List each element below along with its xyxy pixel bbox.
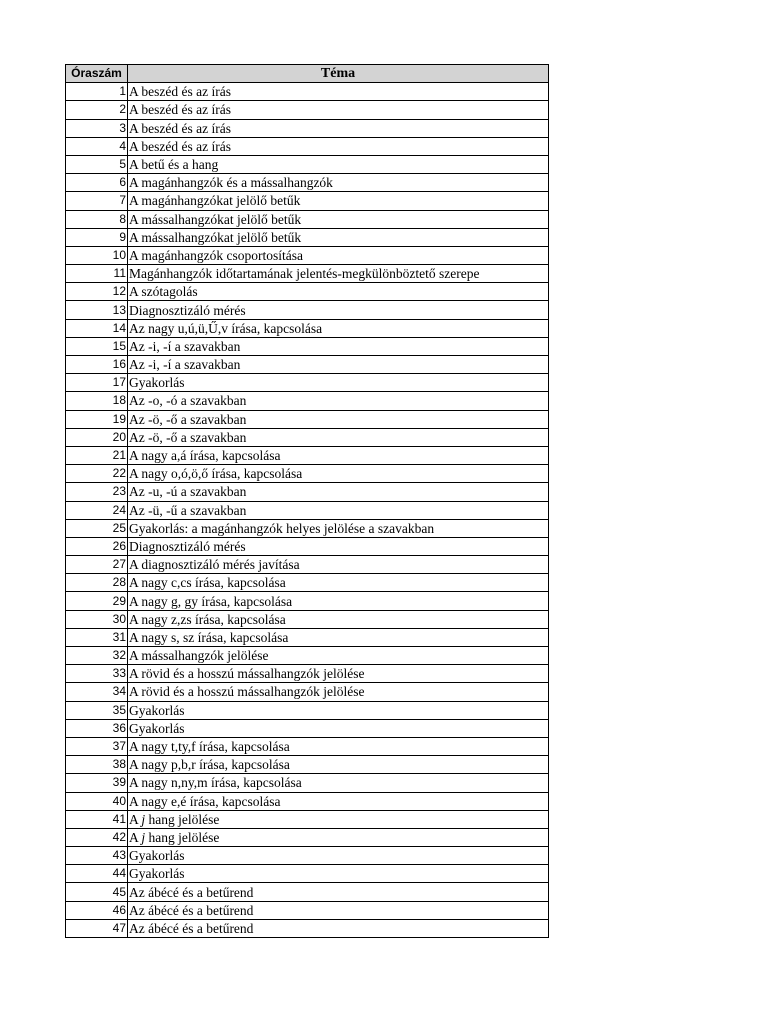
topic-cell: Az ábécé és a betűrend <box>128 883 549 901</box>
lesson-number-cell: 1 <box>66 83 128 101</box>
table-row <box>66 374 549 392</box>
table-row <box>66 610 549 628</box>
table-row <box>66 483 549 501</box>
topic-cell: A betű és a hang <box>128 155 549 173</box>
topic-cell: A magánhangzók csoportosítása <box>128 246 549 264</box>
table-row <box>66 901 549 919</box>
table-row <box>66 137 549 155</box>
topic-cell: A diagnosztizáló mérés javítása <box>128 556 549 574</box>
topic-cell: Gyakorlás <box>128 701 549 719</box>
topic-cell: Az -i, -í a szavakban <box>128 356 549 374</box>
topic-cell: A j hang jelölése <box>128 828 549 846</box>
table-row <box>66 737 549 755</box>
topic-cell: A beszéd és az írás <box>128 101 549 119</box>
topic-cell: A mássalhangzókat jelölő betűk <box>128 228 549 246</box>
table-row <box>66 774 549 792</box>
table-row <box>66 628 549 646</box>
lesson-number-cell: 6 <box>66 174 128 192</box>
table-row <box>66 337 549 355</box>
topic-cell: A j hang jelölése <box>128 810 549 828</box>
lesson-number-cell: 36 <box>66 719 128 737</box>
lesson-number-cell: 37 <box>66 737 128 755</box>
table-row <box>66 519 549 537</box>
topic-cell: A szótagolás <box>128 283 549 301</box>
lesson-number-cell: 30 <box>66 610 128 628</box>
table-row <box>66 192 549 210</box>
lesson-number-cell: 19 <box>66 410 128 428</box>
table-row <box>66 301 549 319</box>
lesson-number-cell: 41 <box>66 810 128 828</box>
topic-cell: Diagnosztizáló mérés <box>128 301 549 319</box>
topic-cell: Az -o, -ó a szavakban <box>128 392 549 410</box>
table-row <box>66 847 549 865</box>
topic-cell: Az ábécé és a betűrend <box>128 901 549 919</box>
lesson-number-cell: 46 <box>66 901 128 919</box>
table-row <box>66 210 549 228</box>
lesson-number-cell: 27 <box>66 556 128 574</box>
table-row <box>66 665 549 683</box>
table-body <box>66 83 549 938</box>
lesson-number-cell: 32 <box>66 647 128 665</box>
lesson-number-cell: 24 <box>66 501 128 519</box>
lesson-number-cell: 44 <box>66 865 128 883</box>
topic-cell: Az nagy u,ú,ü,Ű,v írása, kapcsolása <box>128 319 549 337</box>
topic-cell: Gyakorlás: a magánhangzók helyes jelölése a szavakban <box>128 519 549 537</box>
lesson-number-cell: 13 <box>66 301 128 319</box>
table-row <box>66 865 549 883</box>
topic-cell: A beszéd és az írás <box>128 83 549 101</box>
topic-cell: Az -ü, -ű a szavakban <box>128 501 549 519</box>
topic-cell: A nagy p,b,r írása, kapcsolása <box>128 756 549 774</box>
lesson-number-cell: 17 <box>66 374 128 392</box>
topic-cell: Az -ö, -ő a szavakban <box>128 428 549 446</box>
table-row <box>66 155 549 173</box>
table-row <box>66 828 549 846</box>
table-row <box>66 719 549 737</box>
lesson-number-cell: 14 <box>66 319 128 337</box>
table-row <box>66 119 549 137</box>
topic-cell: A nagy s, sz írása, kapcsolása <box>128 628 549 646</box>
lesson-number-cell: 12 <box>66 283 128 301</box>
topic-cell: Gyakorlás <box>128 374 549 392</box>
topic-cell: A mássalhangzókat jelölő betűk <box>128 210 549 228</box>
table-row <box>66 556 549 574</box>
lesson-number-cell: 31 <box>66 628 128 646</box>
topic-cell: Az ábécé és a betűrend <box>128 919 549 937</box>
topic-cell: A nagy z,zs írása, kapcsolása <box>128 610 549 628</box>
table-row <box>66 501 549 519</box>
lesson-number-cell: 8 <box>66 210 128 228</box>
table-row <box>66 101 549 119</box>
table-row <box>66 592 549 610</box>
italic-letter: j <box>141 811 146 827</box>
lesson-number-cell: 25 <box>66 519 128 537</box>
table-row <box>66 392 549 410</box>
lesson-number-cell: 45 <box>66 883 128 901</box>
lesson-number-cell: 43 <box>66 847 128 865</box>
topic-cell: Gyakorlás <box>128 719 549 737</box>
lesson-number-cell: 5 <box>66 155 128 173</box>
table-row <box>66 410 549 428</box>
lesson-number-cell: 38 <box>66 756 128 774</box>
table-row <box>66 319 549 337</box>
table-row <box>66 810 549 828</box>
topic-cell: Magánhangzók időtartamának jelentés-megkülönböztető szerepe <box>128 265 549 283</box>
topic-cell: A rövid és a hosszú mássalhangzók jelölése <box>128 683 549 701</box>
topic-cell: A beszéd és az írás <box>128 137 549 155</box>
lesson-number-cell: 18 <box>66 392 128 410</box>
topic-cell: A nagy t,ty,f írása, kapcsolása <box>128 737 549 755</box>
lesson-number-cell: 20 <box>66 428 128 446</box>
topic-cell: A nagy e,é írása, kapcsolása <box>128 792 549 810</box>
lesson-number-cell: 10 <box>66 246 128 264</box>
table-row <box>66 683 549 701</box>
topic-cell: A nagy g, gy írása, kapcsolása <box>128 592 549 610</box>
lesson-number-cell: 16 <box>66 356 128 374</box>
table-row <box>66 446 549 464</box>
topic-cell: A mássalhangzók jelölése <box>128 647 549 665</box>
lesson-table <box>65 64 549 938</box>
topic-cell: Diagnosztizáló mérés <box>128 537 549 555</box>
italic-letter: j <box>141 829 146 845</box>
topic-cell: A magánhangzókat jelölő betűk <box>128 192 549 210</box>
lesson-number-cell: 15 <box>66 337 128 355</box>
topic-cell: A magánhangzók és a mássalhangzók <box>128 174 549 192</box>
table-row <box>66 283 549 301</box>
topic-cell: Az -ö, -ő a szavakban <box>128 410 549 428</box>
topic-cell: A nagy o,ó,ö,ő írása, kapcsolása <box>128 465 549 483</box>
topic-cell: A nagy c,cs írása, kapcsolása <box>128 574 549 592</box>
table-row <box>66 428 549 446</box>
lesson-number-cell: 4 <box>66 137 128 155</box>
table-row <box>66 919 549 937</box>
topic-cell: A nagy a,á írása, kapcsolása <box>128 446 549 464</box>
lesson-number-cell: 2 <box>66 101 128 119</box>
lesson-number-cell: 7 <box>66 192 128 210</box>
header-row <box>66 65 549 83</box>
lesson-number-cell: 28 <box>66 574 128 592</box>
table-row <box>66 792 549 810</box>
table-row <box>66 574 549 592</box>
table-row <box>66 228 549 246</box>
table-row <box>66 265 549 283</box>
lesson-number-cell: 39 <box>66 774 128 792</box>
lesson-number-cell: 40 <box>66 792 128 810</box>
table-row <box>66 883 549 901</box>
lesson-number-cell: 47 <box>66 919 128 937</box>
lesson-number-cell: 22 <box>66 465 128 483</box>
lesson-number-cell: 26 <box>66 537 128 555</box>
lesson-number-cell: 3 <box>66 119 128 137</box>
column-header-topic: Téma <box>128 65 549 83</box>
column-header-lesson-number: Óraszám <box>66 65 128 83</box>
topic-cell: A beszéd és az írás <box>128 119 549 137</box>
lesson-number-cell: 29 <box>66 592 128 610</box>
lesson-number-cell: 9 <box>66 228 128 246</box>
topic-cell: A rövid és a hosszú mássalhangzók jelölése <box>128 665 549 683</box>
topic-cell: Az -i, -í a szavakban <box>128 337 549 355</box>
table-row <box>66 756 549 774</box>
table-row <box>66 537 549 555</box>
topic-cell: Gyakorlás <box>128 847 549 865</box>
table-row <box>66 174 549 192</box>
topic-cell: A nagy n,ny,m írása, kapcsolása <box>128 774 549 792</box>
table-row <box>66 647 549 665</box>
lesson-number-cell: 21 <box>66 446 128 464</box>
table-row <box>66 701 549 719</box>
lesson-plan-sheet <box>65 64 549 938</box>
topic-cell: Az -u, -ú a szavakban <box>128 483 549 501</box>
topic-cell: Gyakorlás <box>128 865 549 883</box>
lesson-number-cell: 34 <box>66 683 128 701</box>
table-row <box>66 83 549 101</box>
table-row <box>66 356 549 374</box>
lesson-number-cell: 35 <box>66 701 128 719</box>
lesson-number-cell: 33 <box>66 665 128 683</box>
lesson-number-cell: 23 <box>66 483 128 501</box>
lesson-number-cell: 11 <box>66 265 128 283</box>
lesson-number-cell: 42 <box>66 828 128 846</box>
table-row <box>66 465 549 483</box>
table-row <box>66 246 549 264</box>
